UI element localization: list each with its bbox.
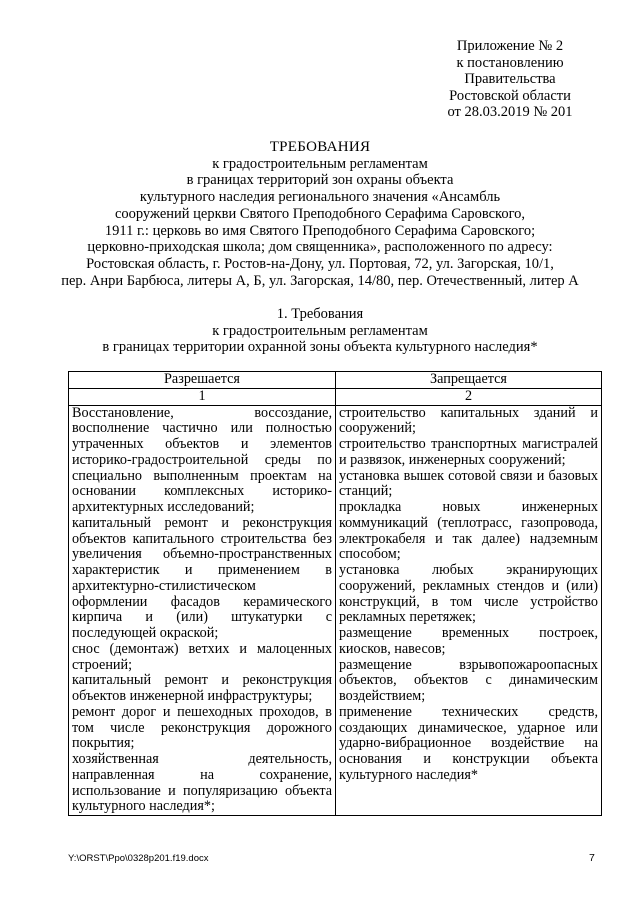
prohibited-item: размещение временных построек, киосков, навесов;: [339, 625, 598, 657]
title-line: к градостроительным регламентам: [212, 155, 428, 172]
prohibited-item: строительство транспортных магистралей и развязок, инженерных сооружений;: [339, 436, 598, 468]
section-heading: [30, 306, 610, 356]
page-number: 7: [589, 852, 595, 864]
prohibited-item: строительство капитальных зданий и сооружений;: [339, 404, 598, 437]
allowed-item: хозяйственная деятельность, направленная на сохранение, использование и популяризацию объекта культурного наследия*;: [72, 751, 332, 815]
column-number-row: [69, 388, 602, 405]
title-line: 1911 г.: церковь во имя Святого Преподобного Серафима Саровского;: [104, 222, 536, 239]
section-line: 1. Требования: [276, 306, 364, 322]
allowed-item: капитальный ремонт и реконструкция объектов капитального строительства без увеличения объемно-пространственных характеристик и применением в архитектурно-стилистическом оформлении фасадов керамического кирпича и (или) штукатурки с последующей окраской;: [72, 514, 332, 641]
allowed-cell: [69, 405, 336, 816]
table-row: [69, 405, 602, 816]
requirements-table: [68, 371, 602, 816]
allowed-item: капитальный ремонт и реконструкция объектов инженерной инфраструктуры;: [72, 672, 332, 704]
document-title-block: [30, 139, 610, 289]
section-line: к градостроительным регламентам: [212, 322, 428, 339]
document-title: ТРЕБОВАНИЯ: [269, 139, 371, 155]
table-header-row: [69, 372, 602, 389]
prohibited-item: установка любых экранирующих сооружений, рекламных стендов и (или) конструкций, в том числе устройство рекламных перетяжек;: [339, 562, 598, 626]
header-allowed: Разрешается: [69, 372, 336, 389]
appendix-line: Правительства: [464, 71, 556, 88]
header-prohibited: Запрещается: [336, 372, 602, 389]
prohibited-item: применение технических средств, создающих динамическое, ударное или ударно-вибрационное воздействие на основания и конструкции объекта культурного наследия*: [339, 703, 598, 783]
title-line: пер. Анри Барбюса, литеры А, Б, ул. Загорская, 14/80, пер. Отечественный, литер А: [61, 272, 579, 289]
allowed-item: снос (демонтаж) ветхих и малоценных строений;: [72, 640, 332, 673]
prohibited-cell: [336, 405, 602, 816]
prohibited-item: прокладка новых инженерных коммуникаций (теплотрасс, газопровода, электрокабеля и так далее) надземным способом;: [339, 499, 598, 563]
appendix-line: к постановлению: [456, 54, 564, 71]
title-line: церковно-приходская школа; дом священника», расположенного по адресу:: [87, 239, 553, 256]
title-line: культурного наследия регионального значения «Ансамбль: [139, 189, 501, 206]
allowed-item: ремонт дорог и пешеходных проходов, в том числе реконструкция дорожного покрытия;: [72, 703, 332, 752]
title-line: сооружений церкви Святого Преподобного Серафима Саровского,: [114, 205, 526, 222]
prohibited-item: размещение взрывопожароопасных объектов, объектов с динамическим воздействием;: [339, 656, 598, 704]
appendix-reference: [420, 38, 600, 121]
section-line: в границах территории охранной зоны объекта культурного наследия*: [102, 339, 538, 356]
title-line: Ростовская область, г. Ростов-на-Дону, ул. Портовая, 72, ул. Загорская, 10/1,: [86, 255, 554, 272]
title-line: в границах территорий зон охраны объекта: [186, 172, 454, 189]
appendix-line: от 28.03.2019 № 201: [447, 104, 573, 121]
appendix-line: Ростовской области: [449, 87, 571, 104]
footer-file-path: Y:\ORST\Ppo\0328p201.f19.docx: [68, 853, 209, 864]
column-number: 2: [336, 388, 602, 405]
prohibited-item: установка вышек сотовой связи и базовых станций;: [339, 467, 598, 500]
column-number: 1: [69, 388, 336, 405]
appendix-line: Приложение № 2: [456, 38, 564, 54]
allowed-item: Восстановление, воссоздание, восполнение частично или полностью утраченных объектов и элементов историко-градостроительной среды по специально выполненным проектам на основании комплексных историко-архитектурных исследований;: [72, 404, 332, 515]
